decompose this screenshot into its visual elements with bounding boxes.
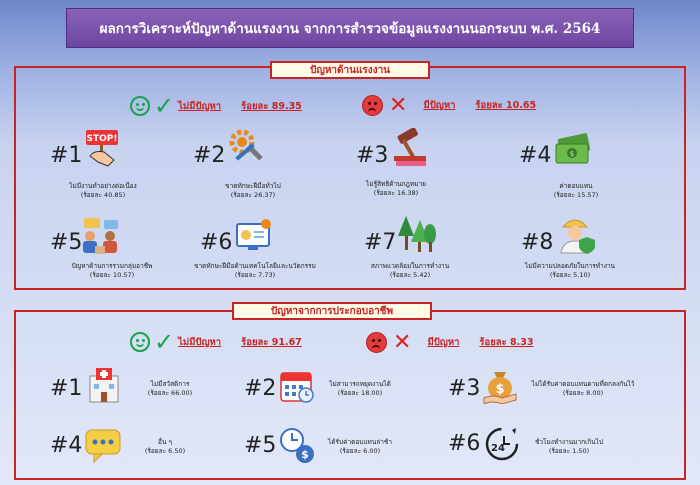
problem-caption: ไม่มีสวัสดิการ (ร้อยละ 66.00) (147, 380, 193, 397)
rank-number: #2 (193, 143, 226, 168)
money-icon (553, 133, 593, 167)
has-problem-stat (366, 329, 534, 355)
problem-caption: ไม่ได้รับค่าตอบแทนตามที่ตกลงกันไว้ (ร้อยละ 8.00) (531, 380, 635, 397)
no-problem-label: ไม่มีปัญหา (178, 336, 222, 348)
rank-number: #1 (50, 376, 83, 401)
rank-number: #3 (356, 143, 389, 168)
cross-icon: ✕ (393, 329, 412, 355)
labour-problems-panel (14, 66, 686, 290)
rank-number: #5 (244, 433, 277, 458)
section-title-occupation: ปัญหาจากการประกอบอาชีพ (232, 302, 432, 320)
no-problem-label: ไม่มีปัญหา (178, 100, 222, 112)
calendar-icon (278, 367, 316, 405)
monitor-gear-icon (234, 218, 274, 254)
rank-number: #8 (521, 230, 554, 255)
check-icon: ✓ (154, 92, 175, 120)
cross-icon: ✕ (389, 92, 408, 118)
problem-caption: ไม่รู้สิทธิด้านกฎหมาย (ร้อยละ 16.38) (366, 180, 426, 197)
has-problem-label: มีปัญหา (423, 100, 456, 111)
problem-caption: ขาดทักษะฝีมือด้านเทคโนโลยีและนวัตกรรม (ร้อยละ 7.73) (194, 262, 316, 279)
problem-caption: อื่น ๆ (ร้อยละ 6.50) (144, 438, 186, 455)
tools-icon (228, 128, 268, 168)
page-title: ผลการวิเคราะห์ปัญหาด้านแรงงาน จากการสำรวจข้อมูลแรงงานนอกระบบ พ.ศ. 2564 (66, 8, 634, 48)
has-problem-label: มีปัญหา (427, 337, 460, 348)
problem-caption: สภาพแวดล้อมในการทำงาน (ร้อยละ 5.42) (370, 262, 450, 279)
problem-caption: ได้รับค่าตอบแทนล่าช้า (ร้อยละ 6.00) (328, 438, 392, 455)
check-icon: ✓ (154, 328, 175, 356)
rank-number: #2 (244, 376, 277, 401)
rank-number: #1 (50, 143, 83, 168)
sad-face-icon (366, 332, 387, 353)
has-problem-stat (362, 92, 537, 118)
rank-number: #7 (364, 230, 397, 255)
rank-number: #6 (200, 230, 233, 255)
gavel-icon (390, 128, 432, 168)
smile-face-icon (130, 96, 150, 116)
stop-sign-icon (84, 128, 122, 168)
smile-face-icon (130, 332, 150, 352)
has-problem-percent: ร้อยละ 10.65 (475, 100, 537, 111)
money-bag-icon (482, 366, 520, 404)
problem-caption: ไม่สามารถหยุดงานได้ (ร้อยละ 18.00) (329, 380, 391, 397)
worker-shield-icon (557, 213, 597, 255)
problem-caption: ไม่มีความปลอดภัยในการทำงาน (ร้อยละ 5.10) (525, 262, 615, 279)
group-meeting-icon (80, 216, 122, 256)
problem-caption: ค่าตอบแทน (ร้อยละ 15.57) (553, 182, 599, 199)
svg-text:24: 24 (491, 443, 505, 454)
rank-number: #4 (519, 143, 552, 168)
svg-text:$: $ (495, 382, 505, 397)
chat-bubble-icon (84, 428, 124, 464)
rank-number: #5 (50, 230, 83, 255)
problem-caption: ขาดทักษะฝีมือทั่วไป (ร้อยละ 26.37) (225, 182, 281, 199)
rank-number: #3 (448, 376, 481, 401)
has-problem-percent: ร้อยละ 8.33 (479, 337, 534, 348)
section-title-labour: ปัญหาด้านแรงงาน (270, 61, 430, 79)
coin-clock-icon (278, 426, 318, 466)
trees-icon (396, 212, 438, 256)
rank-number: #6 (448, 431, 481, 456)
problem-caption: ชั่วโมงทำงานมากเกินไป (ร้อยละ 1.50) (534, 438, 604, 455)
svg-text:$: $ (301, 448, 309, 461)
svg-text:$: $ (569, 150, 575, 158)
problem-caption: ปัญหาด้านการรวมกลุ่มอาชีพ (ร้อยละ 10.57) (71, 262, 153, 279)
problem-caption: ไม่มีงานทำอย่างต่อเนื่อง (ร้อยละ 40.85) (69, 182, 137, 199)
no-problem-stat (130, 328, 302, 356)
no-problem-percent: ร้อยละ 89.35 (241, 100, 302, 112)
no-problem-percent: ร้อยละ 91.67 (241, 336, 302, 348)
24-hour-clock-icon (482, 424, 522, 464)
sad-face-icon (362, 95, 383, 116)
hospital-icon (86, 366, 122, 404)
no-problem-stat (130, 92, 302, 120)
rank-number: #4 (50, 433, 83, 458)
svg-text:STOP!: STOP! (86, 134, 118, 144)
